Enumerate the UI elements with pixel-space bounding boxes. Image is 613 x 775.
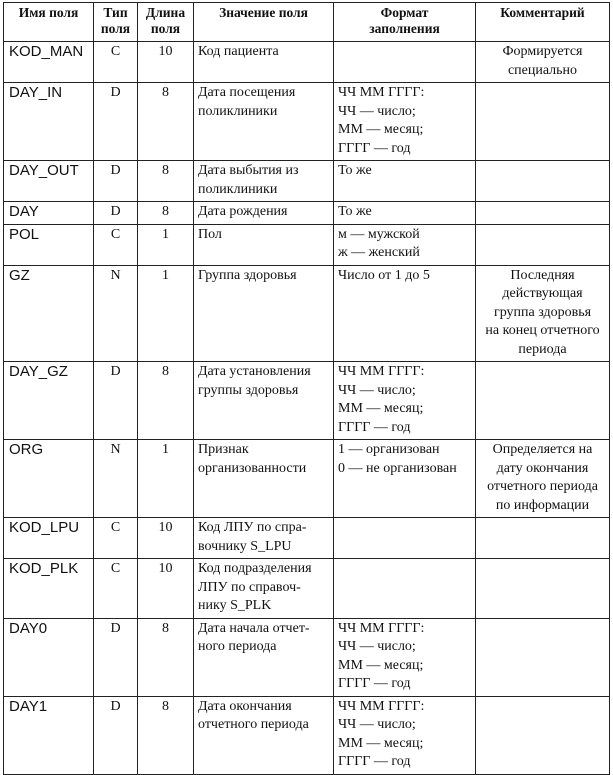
comment-line: действующая	[502, 286, 583, 301]
field-name-cell: DAY0	[4, 618, 94, 696]
format-line: 1 — организован	[338, 442, 440, 457]
field-length-cell: 8	[138, 83, 194, 161]
comment-cell	[476, 440, 610, 518]
meaning-line: вочнику S_LPU	[198, 538, 292, 554]
field-name-cell: GZ	[4, 265, 94, 362]
meaning-line: Группа здоровья	[198, 267, 297, 283]
field-length-cell: 8	[138, 161, 194, 202]
table-row	[4, 696, 610, 774]
fill-format-cell	[334, 202, 476, 225]
header-fill-format	[334, 3, 476, 42]
meaning-line: ЛПУ по справоч-	[198, 579, 301, 595]
comment-line: отчетного периода	[487, 479, 598, 494]
field-name-cell: DAY	[4, 202, 94, 225]
field-type-cell: D	[94, 83, 138, 161]
field-type-cell: C	[94, 559, 138, 619]
format-line: ж — женский	[338, 245, 420, 260]
header-field-type	[94, 3, 138, 42]
table-row	[4, 202, 610, 225]
comment-cell	[476, 202, 610, 225]
table-row	[4, 618, 610, 696]
field-name-cell: DAY_OUT	[4, 161, 94, 202]
comment-line: на конец отчетного	[485, 323, 600, 338]
table-body	[4, 42, 610, 775]
meaning-line: поликлиники	[198, 103, 278, 119]
header-length-line: поля	[150, 21, 181, 36]
format-line: ЧЧ ММ ГГГГ:	[338, 85, 425, 100]
comment-line: специально	[507, 62, 578, 78]
field-type-cell: D	[94, 161, 138, 202]
table-row	[4, 161, 610, 202]
header-type-line: Тип	[103, 5, 128, 20]
header-field-name: Имя поля	[4, 3, 94, 42]
table-row	[4, 224, 610, 265]
fill-format-cell	[334, 559, 476, 619]
meaning-line: Дата начала отчет-	[198, 620, 310, 636]
comment-line: по информации	[495, 497, 590, 513]
meaning-line: Код подразделения	[198, 561, 312, 576]
field-name-cell: KOD_PLK	[4, 559, 94, 619]
header-type-line: поля	[100, 21, 131, 36]
field-type-cell: C	[94, 42, 138, 83]
header-row	[4, 3, 610, 42]
format-line: ЧЧ ММ ГГГГ:	[338, 698, 425, 714]
comment-line: Определяется на	[492, 442, 593, 457]
comment-cell	[476, 518, 610, 559]
meaning-line: отчетного периода	[198, 717, 309, 732]
format-line: ГГГГ — год	[338, 419, 411, 435]
field-name-cell: POL	[4, 224, 94, 265]
field-name-cell: DAY_IN	[4, 83, 94, 161]
fill-format-cell	[334, 696, 476, 774]
fill-format-cell	[334, 161, 476, 202]
format-line: То же	[338, 163, 372, 178]
table-row	[4, 362, 610, 440]
fill-format-cell	[334, 618, 476, 696]
header-comment: Комментарий	[476, 3, 610, 42]
meaning-line: Дата посещения	[198, 85, 296, 100]
meaning-line: Признак	[198, 442, 249, 457]
field-length-cell: 8	[138, 202, 194, 225]
comment-cell	[476, 618, 610, 696]
format-line: ЧЧ — число;	[338, 717, 416, 732]
comment-cell	[476, 83, 610, 161]
document-page	[3, 2, 609, 775]
meaning-line: Код пациента	[198, 44, 279, 59]
table-row	[4, 559, 610, 619]
format-line: ЧЧ — число;	[338, 639, 416, 654]
field-meaning-cell	[194, 362, 334, 440]
header-format-line: Формат	[380, 5, 429, 20]
table-row	[4, 83, 610, 161]
field-length-cell: 8	[138, 362, 194, 440]
table-row	[4, 42, 610, 83]
field-length-cell: 8	[138, 618, 194, 696]
meaning-line: Дата установления	[198, 364, 311, 379]
field-type-cell: C	[94, 224, 138, 265]
meaning-line: Код ЛПУ по спра-	[198, 520, 307, 535]
field-name-cell: KOD_MAN	[4, 42, 94, 83]
fill-format-cell	[334, 440, 476, 518]
field-type-cell: N	[94, 265, 138, 362]
field-meaning-cell	[194, 83, 334, 161]
header-format-line: заполнения	[369, 21, 440, 36]
field-name-cell: ORG	[4, 440, 94, 518]
field-type-cell: D	[94, 618, 138, 696]
fill-format-cell	[334, 224, 476, 265]
meaning-line: поликлиники	[198, 181, 278, 197]
field-spec-table	[3, 2, 610, 775]
header-length-line: Длина	[145, 5, 186, 20]
field-name-cell: KOD_LPU	[4, 518, 94, 559]
fill-format-cell	[334, 518, 476, 559]
field-length-cell: 1	[138, 265, 194, 362]
meaning-line: Дата рождения	[198, 204, 288, 219]
meaning-line: группы здоровья	[198, 382, 299, 398]
field-meaning-cell	[194, 42, 334, 83]
comment-cell	[476, 161, 610, 202]
format-line: ММ — месяц;	[338, 401, 424, 416]
field-name-cell: DAY_GZ	[4, 362, 94, 440]
field-type-cell: C	[94, 518, 138, 559]
meaning-line: ного периода	[198, 639, 277, 654]
format-line: ГГГГ — год	[338, 754, 411, 769]
format-line: ЧЧ — число;	[338, 382, 416, 398]
format-line: ММ — месяц;	[338, 735, 424, 751]
field-meaning-cell	[194, 161, 334, 202]
field-meaning-cell	[194, 202, 334, 225]
field-meaning-cell	[194, 696, 334, 774]
field-name-cell: DAY1	[4, 696, 94, 774]
meaning-line: Дата выбытия из	[198, 163, 299, 178]
field-meaning-cell	[194, 224, 334, 265]
comment-line: Последняя	[510, 267, 575, 283]
format-line: ММ — месяц;	[338, 657, 424, 673]
format-line: м — мужской	[338, 226, 420, 242]
comment-line: группа здоровья	[493, 304, 592, 320]
comment-line: дату окончания	[496, 460, 589, 476]
field-length-cell: 10	[138, 518, 194, 559]
format-line: ГГГГ — год	[338, 140, 411, 156]
meaning-line: организованности	[198, 460, 307, 476]
field-meaning-cell	[194, 559, 334, 619]
comment-line: периода	[518, 341, 567, 357]
table-row	[4, 518, 610, 559]
meaning-line: Пол	[198, 226, 222, 242]
field-type-cell: N	[94, 440, 138, 518]
format-line: ЧЧ — число;	[338, 103, 416, 119]
comment-cell	[476, 559, 610, 619]
field-type-cell: D	[94, 362, 138, 440]
fill-format-cell	[334, 42, 476, 83]
format-line: ММ — месяц;	[338, 122, 424, 137]
field-type-cell: D	[94, 202, 138, 225]
field-length-cell: 1	[138, 224, 194, 265]
comment-cell	[476, 42, 610, 83]
meaning-line: Дата окончания	[198, 698, 292, 714]
comment-cell	[476, 696, 610, 774]
field-type-cell: D	[94, 696, 138, 774]
table-row	[4, 265, 610, 362]
fill-format-cell	[334, 83, 476, 161]
field-meaning-cell	[194, 440, 334, 518]
field-length-cell: 10	[138, 42, 194, 83]
header-field-length	[138, 3, 194, 42]
comment-cell	[476, 265, 610, 362]
comment-cell	[476, 224, 610, 265]
fill-format-cell	[334, 265, 476, 362]
format-line: То же	[338, 204, 372, 219]
header-field-meaning: Значение поля	[194, 3, 334, 42]
field-length-cell: 8	[138, 696, 194, 774]
fill-format-cell	[334, 362, 476, 440]
comment-cell	[476, 362, 610, 440]
format-line: ЧЧ ММ ГГГГ:	[338, 620, 425, 636]
format-line: ГГГГ — год	[338, 676, 411, 691]
field-meaning-cell	[194, 265, 334, 362]
field-meaning-cell	[194, 518, 334, 559]
comment-line: Формируется	[502, 44, 583, 59]
format-line: ЧЧ ММ ГГГГ:	[338, 364, 425, 379]
format-line: Число от 1 до 5	[338, 267, 430, 283]
meaning-line: нику S_PLK	[198, 598, 272, 613]
field-meaning-cell	[194, 618, 334, 696]
field-length-cell: 10	[138, 559, 194, 619]
format-line: 0 — не организован	[338, 460, 457, 476]
field-length-cell: 1	[138, 440, 194, 518]
table-row	[4, 440, 610, 518]
